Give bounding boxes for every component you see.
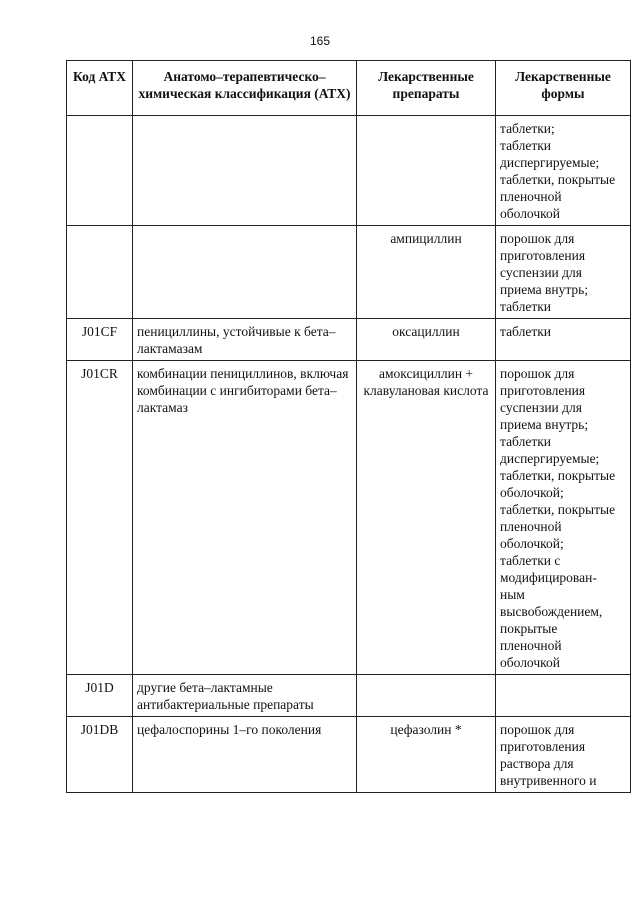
table-row xyxy=(67,116,631,226)
dosage-form-line: оболочкой xyxy=(500,655,560,670)
dosage-form-line: таблетки xyxy=(500,299,552,314)
page-number: 165 xyxy=(309,34,331,48)
table-header xyxy=(67,61,631,116)
header-forms: Лекарственные формы xyxy=(496,61,631,116)
dosage-form-line: таблетки xyxy=(500,324,552,339)
atx-code-cell: J01DB xyxy=(67,717,133,793)
dosage-forms-cell xyxy=(496,319,631,361)
dosage-form-line: ным xyxy=(500,587,525,602)
drug-cell: цефазолин * xyxy=(357,717,496,793)
drug-cell: амоксициллин + клавулановая кислота xyxy=(357,361,496,675)
dosage-form-line: оболочкой xyxy=(500,206,560,221)
dosage-form-line: суспензии для xyxy=(500,265,582,280)
dosage-form-line: диспергируемые; xyxy=(500,451,600,466)
dosage-form-line: таблетки xyxy=(500,138,552,153)
table-row xyxy=(67,226,631,319)
table-row xyxy=(67,717,631,793)
dosage-form-line: таблетки, покрытые xyxy=(500,172,616,187)
dosage-form-line: внутривенного и xyxy=(500,773,597,788)
header-code: Код АТХ xyxy=(67,61,133,116)
dosage-forms-cell xyxy=(496,717,631,793)
atx-code-cell: J01D xyxy=(67,675,133,717)
header-row xyxy=(67,61,631,116)
dosage-forms-cell xyxy=(496,361,631,675)
dosage-form-line: приготовления xyxy=(500,383,586,398)
header-drugs: Лекарственные препараты xyxy=(357,61,496,116)
dosage-form-line: покрытые xyxy=(500,621,558,636)
header-classification: Анатомо–терапевтическо–химическая классификация (АТХ) xyxy=(133,61,357,116)
table-body xyxy=(67,116,631,793)
atx-code-cell xyxy=(67,116,133,226)
classification-cell xyxy=(133,116,357,226)
dosage-form-line: приема внутрь; xyxy=(500,282,589,297)
dosage-form-line: суспензии для xyxy=(500,400,582,415)
dosage-form-line: приготовления xyxy=(500,739,586,754)
drug-cell: ампициллин xyxy=(357,226,496,319)
dosage-form-line: порошок для xyxy=(500,722,575,737)
dosage-form-line: раствора для xyxy=(500,756,574,771)
dosage-form-line: пленочной xyxy=(500,189,562,204)
dosage-form-line: порошок для xyxy=(500,231,575,246)
atx-table xyxy=(66,60,631,793)
dosage-form-line: пленочной xyxy=(500,519,562,534)
dosage-form-line: пленочной xyxy=(500,638,562,653)
atx-code-cell: J01CF xyxy=(67,319,133,361)
drug-cell xyxy=(357,116,496,226)
dosage-form-line: модифицирован- xyxy=(500,570,597,585)
drug-cell: оксациллин xyxy=(357,319,496,361)
dosage-form-line: таблетки xyxy=(500,434,552,449)
drug-cell xyxy=(357,675,496,717)
dosage-forms-cell xyxy=(496,675,631,717)
dosage-form-line: оболочкой; xyxy=(500,485,564,500)
dosage-form-line: приготовления xyxy=(500,248,586,263)
dosage-form-line: таблетки; xyxy=(500,121,555,136)
classification-cell: комбинации пенициллинов, включая комбинации с ингибиторами бета–лактамаз xyxy=(133,361,357,675)
classification-cell: другие бета–лактамные антибактериальные препараты xyxy=(133,675,357,717)
classification-cell xyxy=(133,226,357,319)
dosage-forms-cell xyxy=(496,226,631,319)
dosage-form-line: оболочкой; xyxy=(500,536,564,551)
classification-cell: пенициллины, устойчивые к бета–лактамазам xyxy=(133,319,357,361)
dosage-form-line: высвобождением, xyxy=(500,604,603,619)
dosage-form-line: порошок для xyxy=(500,366,575,381)
dosage-forms-cell xyxy=(496,116,631,226)
dosage-form-line: таблетки, покрытые xyxy=(500,468,616,483)
dosage-form-line: приема внутрь; xyxy=(500,417,589,432)
table-row xyxy=(67,675,631,717)
atx-code-cell xyxy=(67,226,133,319)
table-row xyxy=(67,361,631,675)
table-row xyxy=(67,319,631,361)
dosage-form-line: таблетки, покрытые xyxy=(500,502,616,517)
dosage-form-line: диспергируемые; xyxy=(500,155,600,170)
classification-cell: цефалоспорины 1–го поколения xyxy=(133,717,357,793)
atx-code-cell: J01CR xyxy=(67,361,133,675)
dosage-form-line: таблетки с xyxy=(500,553,561,568)
